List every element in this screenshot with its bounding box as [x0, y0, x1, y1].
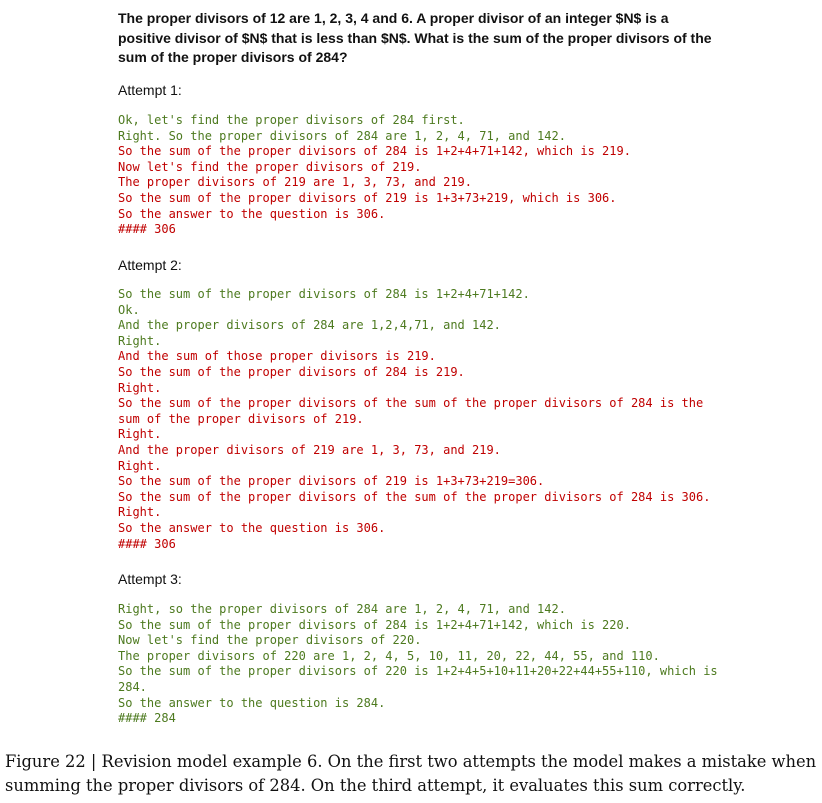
attempt-line: Right. So the proper divisors of 284 are 1, 2, 4, 71, and 142. — [118, 128, 566, 143]
attempt-line: So the sum of the proper divisors of 284 is 1+2+4+71+142. — [118, 287, 530, 301]
attempt-2-heading: Attempt 2: — [118, 257, 182, 273]
attempt-line: Right. — [118, 505, 162, 520]
attempt-line: So the sum of the proper divisors of 284 is 1+2+4+71+142, which is 219. — [118, 144, 631, 159]
attempt-1-body — [118, 113, 718, 238]
attempt-line: #### 306 — [118, 222, 176, 237]
attempt-line: And the proper divisors of 219 are 1, 3, 73, and 219. — [118, 442, 501, 457]
attempt-line: Ok. — [118, 302, 140, 317]
figure-caption: Figure 22 | Revision model example 6. On the first two attempts the model makes a mistake when summing the proper divisors of 284. On the third attempt, it evaluates this sum correctly. — [5, 752, 817, 795]
attempt-3-heading: Attempt 3: — [118, 571, 182, 587]
attempt-3-body — [118, 602, 725, 727]
attempt-line: Right. — [118, 458, 162, 473]
attempt-line: And the sum of those proper divisors is 219. — [118, 349, 436, 364]
attempt-line: And the proper divisors of 284 are 1,2,4,71, and 142. — [118, 318, 501, 333]
attempt-line: So the sum of the proper divisors of 219 is 1+3+73+219=306. — [118, 474, 545, 489]
attempt-line: So the sum of the proper divisors of 284 is 1+2+4+71+142, which is 220. — [118, 617, 631, 632]
attempt-line: So the sum of the proper divisors of the sum of the proper divisors of 284 is the sum of the proper divisors of 219. — [118, 396, 711, 426]
attempt-line: So the sum of the proper divisors of 220 is 1+2+4+5+10+11+20+22+44+55+110, which is 284. — [118, 664, 725, 694]
attempt-2-body — [118, 287, 718, 552]
attempt-line: #### 284 — [118, 711, 176, 726]
attempt-line: Now let's find the proper divisors of 220. — [118, 633, 422, 648]
attempt-line: Right. — [118, 333, 162, 348]
attempt-line: The proper divisors of 220 are 1, 2, 4, 5, 10, 11, 20, 22, 44, 55, and 110. — [118, 648, 660, 663]
attempt-1-heading: Attempt 1: — [118, 82, 182, 98]
attempt-line: The proper divisors of 219 are 1, 3, 73, and 219. — [118, 175, 473, 190]
attempt-line: #### 306 — [118, 536, 176, 551]
attempt-line: So the sum of the proper divisors of the sum of the proper divisors of 284 is 306. — [118, 489, 711, 504]
attempt-line: Now let's find the proper divisors of 219. — [118, 159, 422, 174]
attempt-line: Ok, let's find the proper divisors of 284 first. — [118, 113, 465, 127]
attempt-line: So the sum of the proper divisors of 219 is 1+3+73+219, which is 306. — [118, 190, 617, 205]
question-text: The proper divisors of 12 are 1, 2, 3, 4 and 6. A proper divisor of an integer $N$ is a positive divisor of $N$ that is less than $N$. What is the sum of the proper divisors of the sum of the proper divisors of 284? — [118, 10, 712, 65]
attempt-line: So the answer to the question is 306. — [118, 520, 386, 535]
attempt-line: Right, so the proper divisors of 284 are 1, 2, 4, 71, and 142. — [118, 602, 566, 616]
attempt-line: Right. — [118, 380, 162, 395]
attempt-line: So the answer to the question is 284. — [118, 695, 386, 710]
attempt-line: So the answer to the question is 306. — [118, 206, 386, 221]
attempt-line: So the sum of the proper divisors of 284 is 219. — [118, 364, 465, 379]
attempt-line: Right. — [118, 427, 162, 442]
